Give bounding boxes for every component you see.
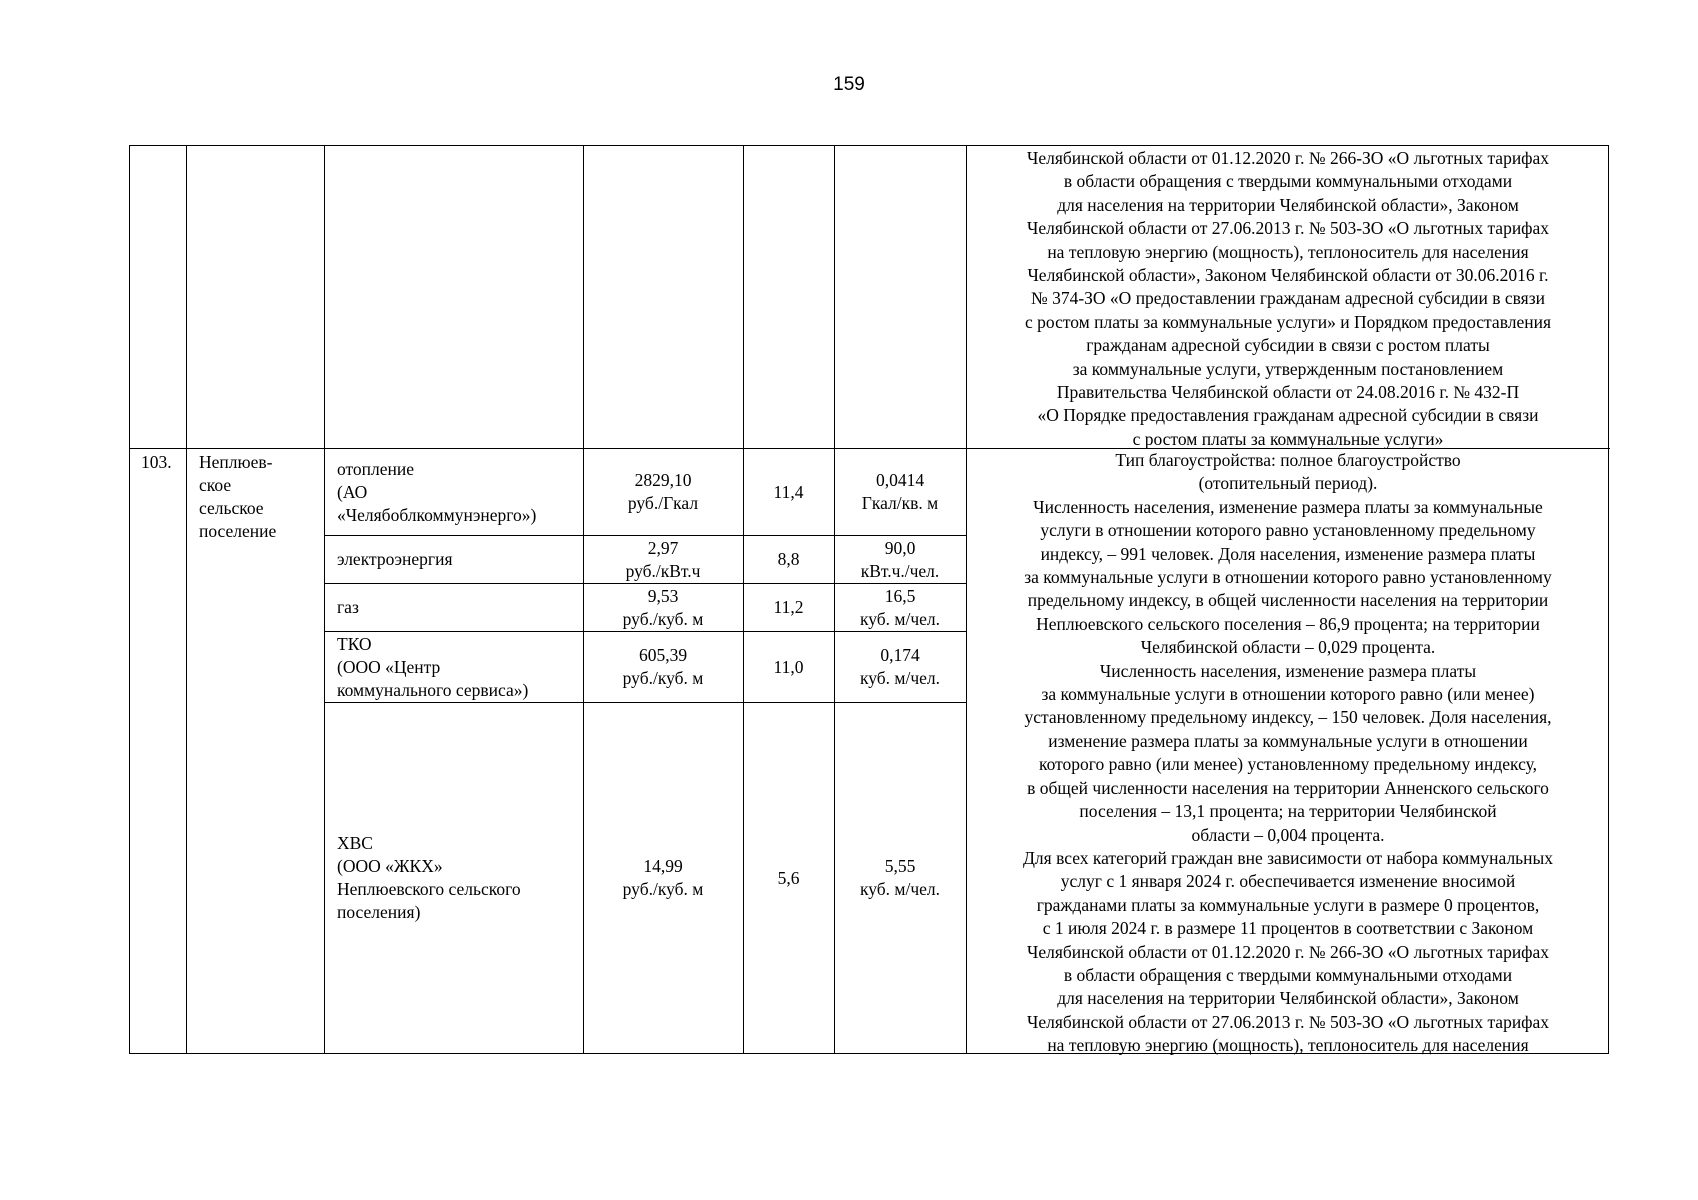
service-index-heating: 11,4 [773, 481, 804, 502]
service-name-heating: отопление (АО «Челябоблкоммунэнерго») [337, 458, 537, 525]
service-index-cold-water: 5,6 [777, 867, 800, 888]
service-volume-heating: 0,0414 Гкал/кв. м [861, 470, 939, 513]
service-name-cold-water: ХВС (ООО «ЖКХ» Неплюевского сельского поселения) [337, 833, 521, 922]
service-name-electricity: электроэнергия [337, 549, 453, 569]
service-tariff-cold-water: 14,99 руб./куб. м [622, 856, 704, 899]
service-tariff-gas: 9,53 руб./куб. м [622, 585, 704, 629]
service-volume-waste: 0,174 куб. м/чел. [859, 645, 941, 688]
service-tariff-waste: 605,39 руб./куб. м [622, 645, 704, 688]
page-number: 159 [833, 74, 865, 95]
service-volume-electricity: 90,0 кВт.ч./чел. [860, 537, 940, 581]
service-name-gas: газ [337, 597, 359, 617]
tariff-table [129, 145, 1609, 1054]
service-index-gas: 11,2 [773, 597, 804, 617]
service-volume-gas: 16,5 куб. м/чел. [859, 585, 941, 629]
column-divider [324, 146, 325, 1053]
column-divider [186, 146, 187, 1053]
service-index-waste: 11,0 [773, 656, 804, 677]
service-volume-cold-water: 5,55 куб. м/чел. [859, 856, 941, 899]
service-name-waste: ТКО (ООО «Центр коммунального сервиса») [337, 633, 529, 700]
settlement-name: Неплюев- ское сельское поселение [199, 452, 277, 541]
row-description-text: Тип благоустройства: полное благоустройство (отопительный период). Численность населения, изменение размера платы за коммунальные услуги в отношении которого равно установленному предельному индексу, – 991 человек. Доля населения, изменение размера платы за коммунальные услуги в отношении которого равно установленному предельному индексу, в общей численности населения на территории Неплюевского сельского поселения – 86,9 процента; на территории Челябинской области – 0,029 процента. Численность населения, изменение размера платы за коммунальные услуги в отношении которого равно (или менее) установленному предельному индексу, – 150 человек. Доля населения, изменение размера платы за коммунальные услуги в отношении которого равно (или менее) установленному предельному индексу, в общей численности населения на территории Анненского сельского поселения – 13,1 процента; на территории Челябинской области – 0,004 процента. Для всех категорий граждан вне зависимости от набора коммунальных услуг с 1 января 2024 г. обеспечивается изменение вносимой гражданами платы за коммунальные услуги в размере 0 процентов, с 1 июля 2024 г. в размере 11 процентов в соответствии с Законом Челябинской области от 01.12.2020 г. № 266-ЗО «О льготных тарифах в области обращения с твердыми коммунальными отходами для населения на территории Челябинской области», Законом Челябинской области от 27.06.2013 г. № 503-ЗО «О льготных тарифах на тепловую энергию (мощность), теплоноситель для населения [1022, 450, 1554, 1056]
continuation-legal-text: Челябинской области от 01.12.2020 г. № 266-ЗО «О льготных тарифах в области обращения с твердыми коммунальными отходами для населения на территории Челябинской области», Законом Челябинской области от 27.06.2013 г. № 503-ЗО «О льготных тарифах на тепловую энергию (мощность), теплоноситель для населения Челябинской области», Законом Челябинской области от 30.06.2016 г. № 374-ЗО «О предоставлении гражданам адресной субсидии в связи с ростом платы за коммунальные услуги» и Порядком предоставления гражданам адресной субсидии в связи с ростом платы за коммунальные услуги, утвержденным постановлением Правительства Челябинской области от 24.08.2016 г. № 432-П «О Порядке предоставления гражданам адресной субсидии в связи с ростом платы за коммунальные услуги» [1025, 148, 1551, 449]
row-number: 103. [141, 452, 172, 472]
service-tariff-electricity: 2,97 руб./кВт.ч [625, 537, 701, 581]
service-index-electricity: 8,8 [777, 549, 800, 569]
service-tariff-heating: 2829,10 руб./Гкал [627, 470, 699, 513]
